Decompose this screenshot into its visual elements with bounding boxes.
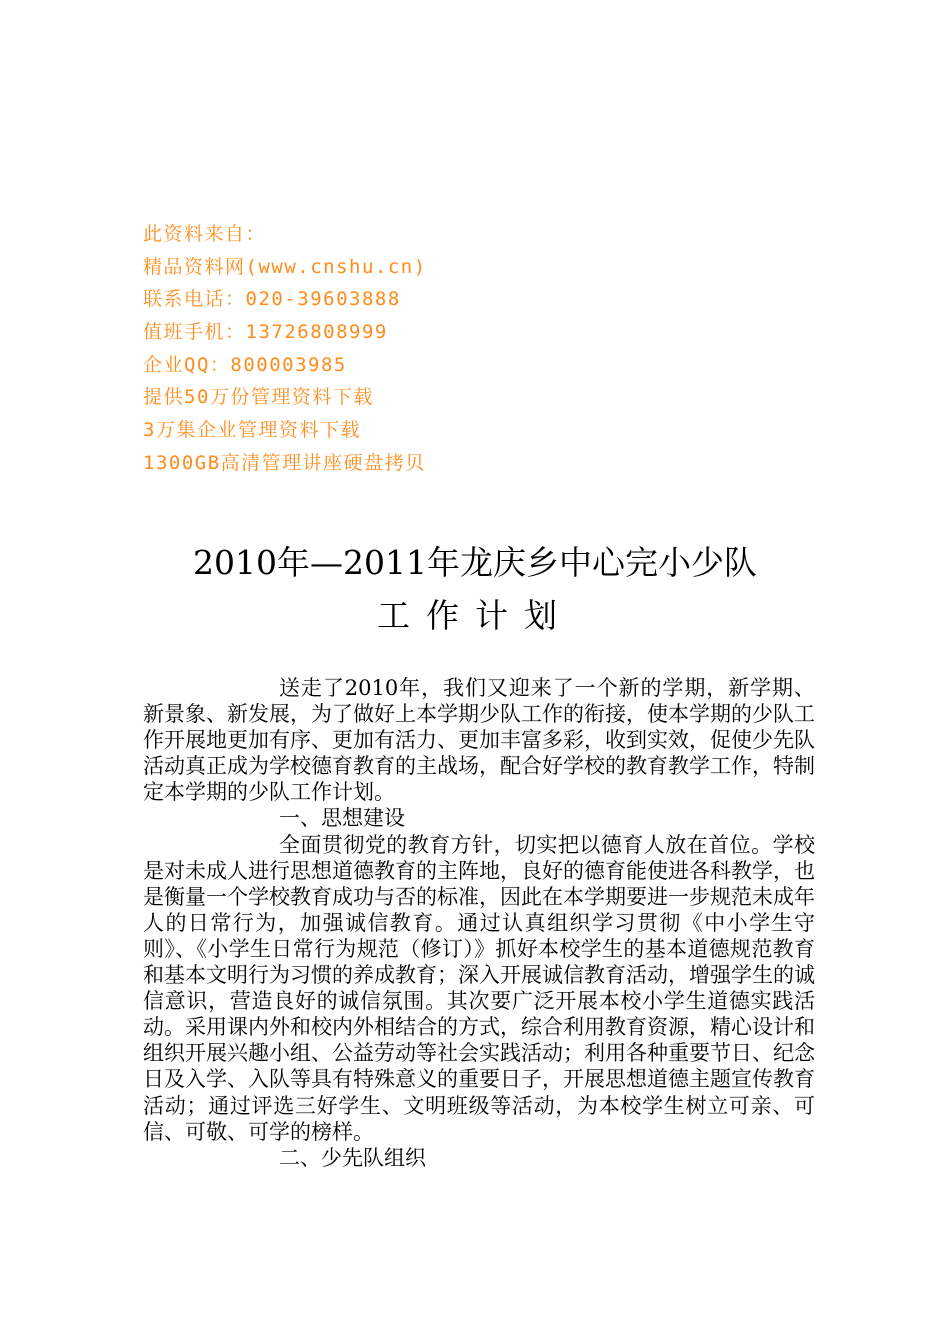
source-line-offer-1: 提供50万份管理资料下载	[143, 386, 374, 409]
source-info-block	[143, 218, 643, 480]
source-line-website: 精品资料网(www.cnshu.cn)	[143, 255, 427, 278]
source-line-qq: 企业QQ：800003985	[143, 353, 347, 376]
source-line-offer-3: 1300GB高清管理讲座硬盘拷贝	[143, 451, 426, 474]
section-1-paragraph: 全面贯彻党的教育方针，切实把以德育人放在首位。学校是对未成人进行思想道德教育的主阵地，良好的德育能使进各科教学，也是衡量一个学校教育成功与否的标准，因此在本学期要进一步规范未成年人的日常行为，加强诚信教育。通过认真组织学习贯彻《中小学生守则》、《小学生日常行为规范（修订）》抓好本校学生的基本道德规范教育和基本文明行为习惯的养成教育；深入开展诚信教育活动，增强学生的诚信意识，营造良好的诚信氛围。其次要广泛开展本校小学生道德实践活动。采用课内外和校内外相结合的方式，综合利用教育资源，精心设计和组织开展兴趣小组、公益劳动等社会实践活动；利用各种重要节日、纪念日及入学、入队等具有特殊意义的重要日子，开展思想道德主题宣传教育活动；通过评选三好学生、文明班级等活动，为本校学生树立可亲、可信、可敬、可学的榜样。	[143, 832, 815, 1144]
title-line-1: 2010年—2011年龙庆乡中心完小少队	[193, 543, 757, 582]
intro-paragraph: 送走了2010年，我们又迎来了一个新的学期，新学期、新景象、新发展，为了做好上本学期少队工作的衔接，使本学期的少队工作开展地更加有序、更加有活力、更加丰富多彩，收到实效，促使少先队活动真正成为学校德育教育的主战场，配合好学校的教育教学工作，特制定本学期的少队工作计划。	[143, 676, 815, 805]
document-body	[143, 675, 815, 1171]
document-title	[0, 538, 950, 644]
title-line-2: 工作计划	[377, 596, 573, 635]
source-line-phone: 联系电话：020-39603888	[143, 288, 401, 311]
source-line-offer-2: 3万集企业管理资料下载	[143, 419, 361, 442]
source-line-mobile: 值班手机：13726808999	[143, 321, 388, 344]
section-2-heading: 二、少先队组织	[279, 1145, 426, 1170]
section-1-heading: 一、思想建设	[279, 806, 405, 831]
source-line-header: 此资料来自：	[143, 223, 267, 245]
